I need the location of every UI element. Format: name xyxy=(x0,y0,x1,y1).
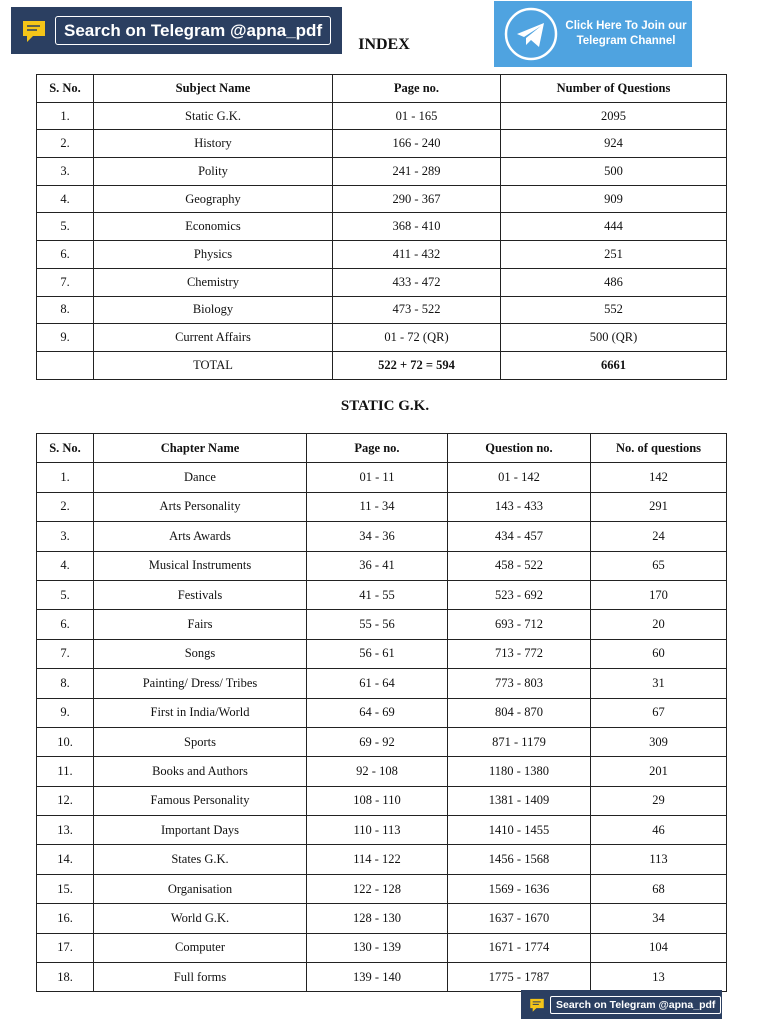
cell-pages: 56 - 61 xyxy=(307,639,448,668)
cell-pages: 130 - 139 xyxy=(307,933,448,962)
cell-subject: Geography xyxy=(94,185,333,213)
banner-text: Search on Telegram @apna_pdf xyxy=(55,16,331,45)
cell-pages: 36 - 41 xyxy=(307,551,448,580)
cell-questions: 924 xyxy=(501,130,727,158)
cell-pages: 139 - 140 xyxy=(307,963,448,992)
cell-sno: 10. xyxy=(37,727,94,756)
table-row xyxy=(37,845,727,874)
cell-question-range: 1180 - 1380 xyxy=(448,757,591,786)
cell-question-range: 713 - 772 xyxy=(448,639,591,668)
cell-pages: 166 - 240 xyxy=(333,130,501,158)
cell-question-range: 01 - 142 xyxy=(448,463,591,492)
cell-chapter: Musical Instruments xyxy=(94,551,307,580)
banner-text: Search on Telegram @apna_pdf xyxy=(550,996,721,1014)
cell-questions: 552 xyxy=(501,296,727,324)
telegram-search-banner-bottom[interactable] xyxy=(521,990,722,1019)
cell-count: 142 xyxy=(591,463,727,492)
cell-question-range: 143 - 433 xyxy=(448,492,591,521)
cell-sno: 13. xyxy=(37,816,94,845)
table-row xyxy=(37,669,727,698)
header-chapter-name: Chapter Name xyxy=(94,434,307,463)
cell-question-range: 1456 - 1568 xyxy=(448,845,591,874)
cell-chapter: Fairs xyxy=(94,610,307,639)
header-subject-name: Subject Name xyxy=(94,75,333,103)
header-sno: S. No. xyxy=(37,434,94,463)
table-row xyxy=(37,580,727,609)
cell-chapter: World G.K. xyxy=(94,904,307,933)
cell-count: 65 xyxy=(591,551,727,580)
cell-subject: Economics xyxy=(94,213,333,241)
cell-sno: 8. xyxy=(37,296,94,324)
index-table xyxy=(36,74,727,380)
header-no-of-questions: No. of questions xyxy=(591,434,727,463)
cell-question-range: 1381 - 1409 xyxy=(448,786,591,815)
cell-sno: 1. xyxy=(37,102,94,130)
table-row xyxy=(37,268,727,296)
cell-sno: 6. xyxy=(37,610,94,639)
cell-count: 60 xyxy=(591,639,727,668)
cell-count: 170 xyxy=(591,580,727,609)
table-row xyxy=(37,102,727,130)
cell-pages: 290 - 367 xyxy=(333,185,501,213)
chat-bubble-icon xyxy=(21,18,47,44)
cell-pages: 122 - 128 xyxy=(307,874,448,903)
join-telegram-text xyxy=(564,19,688,49)
cell-count: 113 xyxy=(591,845,727,874)
cell-pages: 128 - 130 xyxy=(307,904,448,933)
cell-sno: 2. xyxy=(37,492,94,521)
cell-count: 104 xyxy=(591,933,727,962)
cell-chapter: Dance xyxy=(94,463,307,492)
cell-chapter: States G.K. xyxy=(94,845,307,874)
table-row xyxy=(37,698,727,727)
cell-question-range: 1671 - 1774 xyxy=(448,933,591,962)
cell-count: 24 xyxy=(591,522,727,551)
cell-count: 201 xyxy=(591,757,727,786)
table-row xyxy=(37,610,727,639)
join-telegram-banner[interactable] xyxy=(494,1,692,67)
header-question-no: Question no. xyxy=(448,434,591,463)
cell-pages: 108 - 110 xyxy=(307,786,448,815)
cell-sno: 11. xyxy=(37,757,94,786)
table-row xyxy=(37,522,727,551)
static-gk-title: STATIC G.K. xyxy=(340,398,430,414)
cell-chapter: Famous Personality xyxy=(94,786,307,815)
cell-sno: 15. xyxy=(37,874,94,903)
header-page-no: Page no. xyxy=(307,434,448,463)
telegram-logo-icon xyxy=(504,7,558,61)
cell-sno xyxy=(37,351,94,379)
cell-subject: Polity xyxy=(94,158,333,186)
cell-sno: 4. xyxy=(37,185,94,213)
cell-pages: 11 - 34 xyxy=(307,492,448,521)
table-row xyxy=(37,727,727,756)
table-row xyxy=(37,241,727,269)
cell-sno: 8. xyxy=(37,669,94,698)
cell-count: 46 xyxy=(591,816,727,845)
cell-sno: 9. xyxy=(37,698,94,727)
table-row xyxy=(37,639,727,668)
cell-sno: 16. xyxy=(37,904,94,933)
cell-question-range: 693 - 712 xyxy=(448,610,591,639)
cell-pages: 473 - 522 xyxy=(333,296,501,324)
cell-subject: History xyxy=(94,130,333,158)
cell-sno: 5. xyxy=(37,213,94,241)
cell-sno: 2. xyxy=(37,130,94,158)
cell-questions: 2095 xyxy=(501,102,727,130)
cell-question-range: 523 - 692 xyxy=(448,580,591,609)
table-row xyxy=(37,963,727,992)
cell-pages: 41 - 55 xyxy=(307,580,448,609)
cell-pages: 64 - 69 xyxy=(307,698,448,727)
cell-count: 68 xyxy=(591,874,727,903)
index-title: INDEX xyxy=(358,36,410,53)
table-row xyxy=(37,158,727,186)
cell-pages: 110 - 113 xyxy=(307,816,448,845)
index-header-row xyxy=(37,75,727,103)
table-row xyxy=(37,933,727,962)
cell-sno: 4. xyxy=(37,551,94,580)
cell-sno: 9. xyxy=(37,324,94,352)
cell-pages: 368 - 410 xyxy=(333,213,501,241)
cell-subject: Biology xyxy=(94,296,333,324)
cell-pages: 61 - 64 xyxy=(307,669,448,698)
cell-count: 309 xyxy=(591,727,727,756)
cell-sno: 17. xyxy=(37,933,94,962)
cell-subject: Current Affairs xyxy=(94,324,333,352)
cell-pages: 411 - 432 xyxy=(333,241,501,269)
cell-count: 20 xyxy=(591,610,727,639)
total-label: TOTAL xyxy=(94,351,333,379)
cell-chapter: Painting/ Dress/ Tribes xyxy=(94,669,307,698)
cell-pages: 433 - 472 xyxy=(333,268,501,296)
cell-count: 13 xyxy=(591,963,727,992)
chat-bubble-icon xyxy=(529,997,545,1013)
table-row xyxy=(37,296,727,324)
total-pages: 522 + 72 = 594 xyxy=(333,351,501,379)
cell-chapter: Computer xyxy=(94,933,307,962)
cell-questions: 486 xyxy=(501,268,727,296)
cell-count: 31 xyxy=(591,669,727,698)
cell-pages: 114 - 122 xyxy=(307,845,448,874)
cell-chapter: Full forms xyxy=(94,963,307,992)
join-text-line2: Telegram Channel xyxy=(576,35,676,47)
cell-sno: 1. xyxy=(37,463,94,492)
total-questions: 6661 xyxy=(501,351,727,379)
cell-questions: 444 xyxy=(501,213,727,241)
table-row xyxy=(37,904,727,933)
cell-question-range: 871 - 1179 xyxy=(448,727,591,756)
cell-sno: 3. xyxy=(37,522,94,551)
cell-pages: 01 - 11 xyxy=(307,463,448,492)
cell-question-range: 1637 - 1670 xyxy=(448,904,591,933)
cell-count: 29 xyxy=(591,786,727,815)
header-sno: S. No. xyxy=(37,75,94,103)
cell-questions: 251 xyxy=(501,241,727,269)
table-row xyxy=(37,551,727,580)
cell-questions: 500 xyxy=(501,158,727,186)
table-row xyxy=(37,492,727,521)
header-page-no: Page no. xyxy=(333,75,501,103)
cell-subject: Static G.K. xyxy=(94,102,333,130)
table-row xyxy=(37,185,727,213)
cell-pages: 34 - 36 xyxy=(307,522,448,551)
cell-count: 291 xyxy=(591,492,727,521)
cell-chapter: Songs xyxy=(94,639,307,668)
table-row xyxy=(37,874,727,903)
table-row xyxy=(37,324,727,352)
cell-question-range: 1775 - 1787 xyxy=(448,963,591,992)
cell-questions: 909 xyxy=(501,185,727,213)
cell-question-range: 804 - 870 xyxy=(448,698,591,727)
cell-chapter: Festivals xyxy=(94,580,307,609)
cell-questions: 500 (QR) xyxy=(501,324,727,352)
cell-sno: 5. xyxy=(37,580,94,609)
cell-pages: 69 - 92 xyxy=(307,727,448,756)
cell-question-range: 1410 - 1455 xyxy=(448,816,591,845)
table-row xyxy=(37,130,727,158)
table-row xyxy=(37,213,727,241)
cell-sno: 18. xyxy=(37,963,94,992)
cell-sno: 3. xyxy=(37,158,94,186)
cell-question-range: 773 - 803 xyxy=(448,669,591,698)
cell-chapter: Sports xyxy=(94,727,307,756)
cell-pages: 01 - 72 (QR) xyxy=(333,324,501,352)
cell-pages: 55 - 56 xyxy=(307,610,448,639)
header-number-of-questions: Number of Questions xyxy=(501,75,727,103)
cell-pages: 01 - 165 xyxy=(333,102,501,130)
cell-sno: 7. xyxy=(37,639,94,668)
cell-chapter: Organisation xyxy=(94,874,307,903)
cell-pages: 241 - 289 xyxy=(333,158,501,186)
cell-question-range: 458 - 522 xyxy=(448,551,591,580)
cell-question-range: 1569 - 1636 xyxy=(448,874,591,903)
table-row xyxy=(37,757,727,786)
cell-sno: 6. xyxy=(37,241,94,269)
cell-chapter: Arts Personality xyxy=(94,492,307,521)
telegram-search-banner[interactable] xyxy=(11,7,342,54)
cell-subject: Chemistry xyxy=(94,268,333,296)
static-gk-table xyxy=(36,433,727,992)
cell-question-range: 434 - 457 xyxy=(448,522,591,551)
cell-chapter: Important Days xyxy=(94,816,307,845)
cell-chapter: First in India/World xyxy=(94,698,307,727)
join-text-line1: Click Here To Join our xyxy=(565,20,687,32)
cell-count: 67 xyxy=(591,698,727,727)
table-row xyxy=(37,463,727,492)
cell-chapter: Books and Authors xyxy=(94,757,307,786)
cell-chapter: Arts Awards xyxy=(94,522,307,551)
cell-count: 34 xyxy=(591,904,727,933)
cell-subject: Physics xyxy=(94,241,333,269)
total-row xyxy=(37,351,727,379)
cell-sno: 7. xyxy=(37,268,94,296)
table-row xyxy=(37,816,727,845)
table-row xyxy=(37,786,727,815)
cell-pages: 92 - 108 xyxy=(307,757,448,786)
cell-sno: 12. xyxy=(37,786,94,815)
static-gk-header-row xyxy=(37,434,727,463)
cell-sno: 14. xyxy=(37,845,94,874)
